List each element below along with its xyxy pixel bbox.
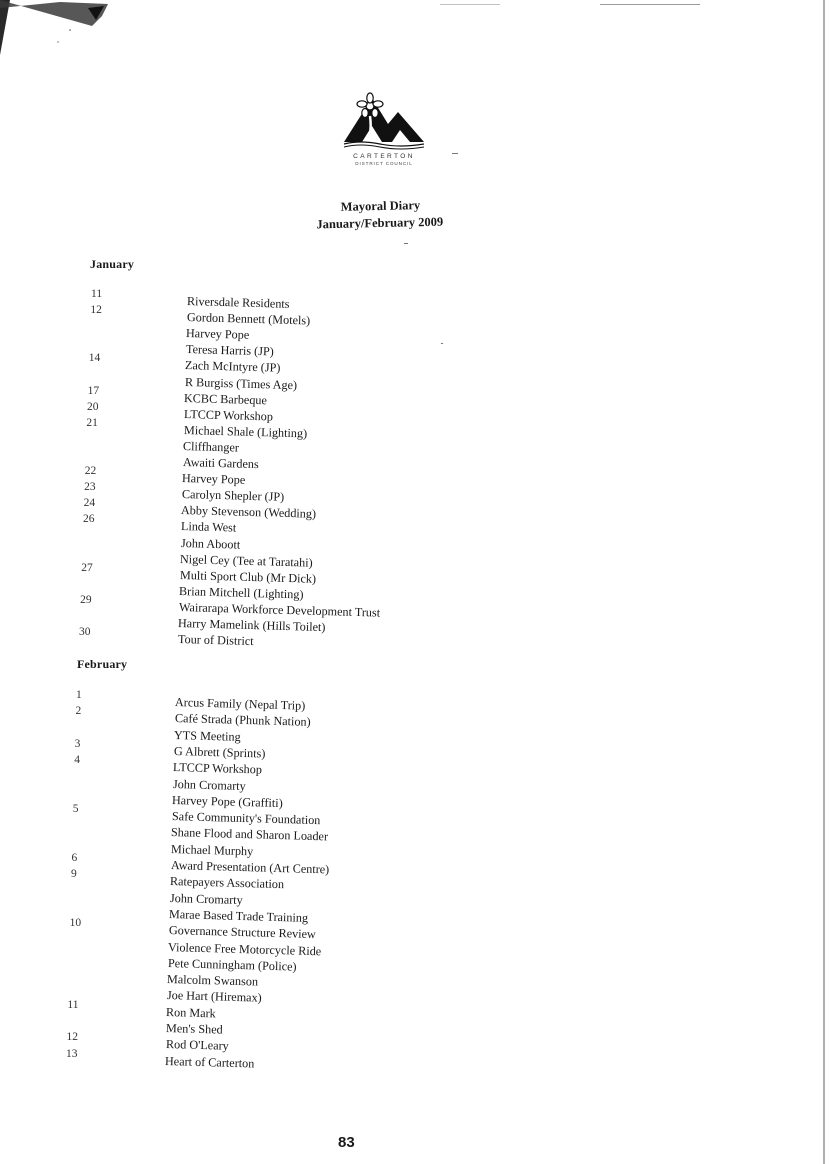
diary-entry-text: Brian Mitchell (Lighting) — [179, 583, 305, 602]
scan-edge-top — [600, 4, 700, 5]
diary-entry-text: Tour of District — [177, 632, 254, 649]
diary-entry-text: Ron Mark — [166, 1004, 217, 1021]
diary-entry-text: Ratepayers Association — [169, 874, 285, 892]
diary-entry-day: 6 — [71, 852, 78, 864]
diary-entry-text: Nigel Cey (Tee at Taratahi) — [179, 551, 313, 570]
diary-entry-day: 17 — [87, 384, 100, 397]
diary-entry-text: Heart of Carterton — [164, 1053, 255, 1071]
diary-entry-text: Safe Community's Foundation — [171, 809, 321, 828]
svg-text:CARTERTON: CARTERTON — [353, 153, 415, 160]
diary-entry-text: Governance Structure Review — [168, 923, 316, 942]
diary-entry-day: 24 — [83, 497, 96, 510]
diary-entry-text: Joe Hart (Hiremax) — [166, 988, 262, 1006]
scan-corner-shadow — [0, 0, 110, 60]
scan-edge-top — [440, 4, 500, 5]
diary-entry-text: Awaiti Gardens — [182, 455, 259, 472]
diary-entry-day: 11 — [91, 288, 103, 300]
diary-entry-text: LTCCP Workshop — [172, 760, 263, 777]
diary-entry-text: Carolyn Shepler (JP) — [181, 487, 285, 505]
diary-entry-day: 3 — [74, 737, 81, 750]
section-heading-february: February — [77, 657, 128, 671]
diary-entry-text: Michael Murphy — [170, 841, 254, 858]
diary-entry-day: 9 — [71, 868, 77, 881]
diary-entry-text: Harry Mamelink (Hills Toilet) — [178, 616, 327, 635]
diary-entry-text: Cliffhanger — [182, 438, 240, 455]
diary-entry-text: G Albrett (Sprints) — [173, 743, 266, 761]
document-subtitle: January/February 2009 — [316, 214, 444, 232]
diary-entry-text: Abby Stevenson (Wedding) — [181, 503, 317, 522]
scan-speck — [404, 243, 408, 244]
diary-entry-text: Harvey Pope (Graffiti) — [172, 792, 284, 810]
diary-entry-day: 13 — [66, 1047, 78, 1060]
diary-entry-text: Harvey Pope — [182, 471, 246, 487]
diary-entry-text: Violence Free Motorcycle Ride — [167, 939, 322, 958]
diary-entry-text: Multi Sport Club (Mr Dick) — [179, 567, 316, 586]
diary-entry-day: 30 — [79, 626, 91, 639]
page-number: 83 — [338, 1134, 355, 1151]
diary-entry-day: 29 — [80, 593, 92, 606]
diary-entry-text: John Aboott — [180, 535, 241, 552]
diary-entry-text: Teresa Harris (JP) — [185, 342, 274, 359]
council-logo — [340, 92, 465, 170]
svg-text:DISTRICT COUNCIL: DISTRICT COUNCIL — [355, 161, 413, 166]
diary-entry-day: 1 — [76, 689, 82, 701]
diary-entry-day: 23 — [84, 481, 96, 494]
scan-speck — [441, 343, 443, 344]
diary-entry-day: 22 — [84, 465, 97, 478]
diary-entry-text: Marae Based Trade Training — [168, 906, 309, 925]
diary-entry-text: R Burgiss (Times Age) — [184, 374, 298, 392]
document-title-block — [0, 189, 831, 240]
scan-edge-right — [823, 0, 825, 1164]
diary-entry-day: 12 — [90, 304, 102, 317]
diary-entry-text: Arcus Family (Nepal Trip) — [174, 695, 306, 713]
diary-entry-day: 14 — [88, 352, 101, 365]
diary-entry-text: Harvey Pope — [185, 326, 250, 342]
document-title: Mayoral Diary — [340, 198, 421, 214]
diary-entry-day: 5 — [72, 803, 79, 816]
diary-entry-text: YTS Meeting — [173, 727, 241, 744]
diary-entry-text: Shane Flood and Sharon Loader — [171, 825, 329, 844]
diary-entry-day: 27 — [81, 561, 93, 574]
section-heading-january: January — [90, 257, 135, 271]
diary-entry-day: 26 — [83, 513, 95, 526]
diary-entry-text: Zach McIntyre (JP) — [185, 358, 281, 376]
diary-entry-text: Men's Shed — [165, 1021, 223, 1037]
diary-entry-day: 4 — [74, 754, 80, 767]
diary-entry-day: 10 — [69, 917, 82, 930]
diary-entry-text: KCBC Barbeque — [184, 390, 268, 407]
diary-entry-text: John Cromarty — [172, 776, 246, 793]
diary-entry-text: Riversdale Residents — [186, 294, 290, 311]
diary-entry-day: 20 — [87, 400, 99, 413]
diary-entry-text: Michael Shale (Lighting) — [183, 422, 307, 441]
diary-entry-text: Gordon Bennett (Motels) — [186, 310, 310, 328]
diary-entry-day: 11 — [67, 998, 79, 1011]
diary-entry-text: Café Strada (Phunk Nation) — [174, 711, 311, 730]
diary-entry-day: 12 — [66, 1031, 78, 1044]
diary-entry-text: Pete Cunningham (Police) — [167, 955, 297, 974]
diary-entry-text: Rod O'Leary — [165, 1037, 229, 1054]
diary-entry-text: Malcolm Swanson — [167, 972, 259, 989]
diary-entry-text: Award Presentation (Art Centre) — [170, 858, 329, 877]
diary-entry-text: Linda West — [180, 519, 237, 535]
diary-entry-day: 2 — [75, 705, 82, 718]
diary-entry-day: 21 — [86, 416, 98, 429]
diary-entry-text: LTCCP Workshop — [183, 406, 274, 424]
diary-entry-text: John Cromarty — [169, 890, 243, 907]
diary-entry-text: Wairarapa Workforce Development Trust — [178, 599, 381, 620]
